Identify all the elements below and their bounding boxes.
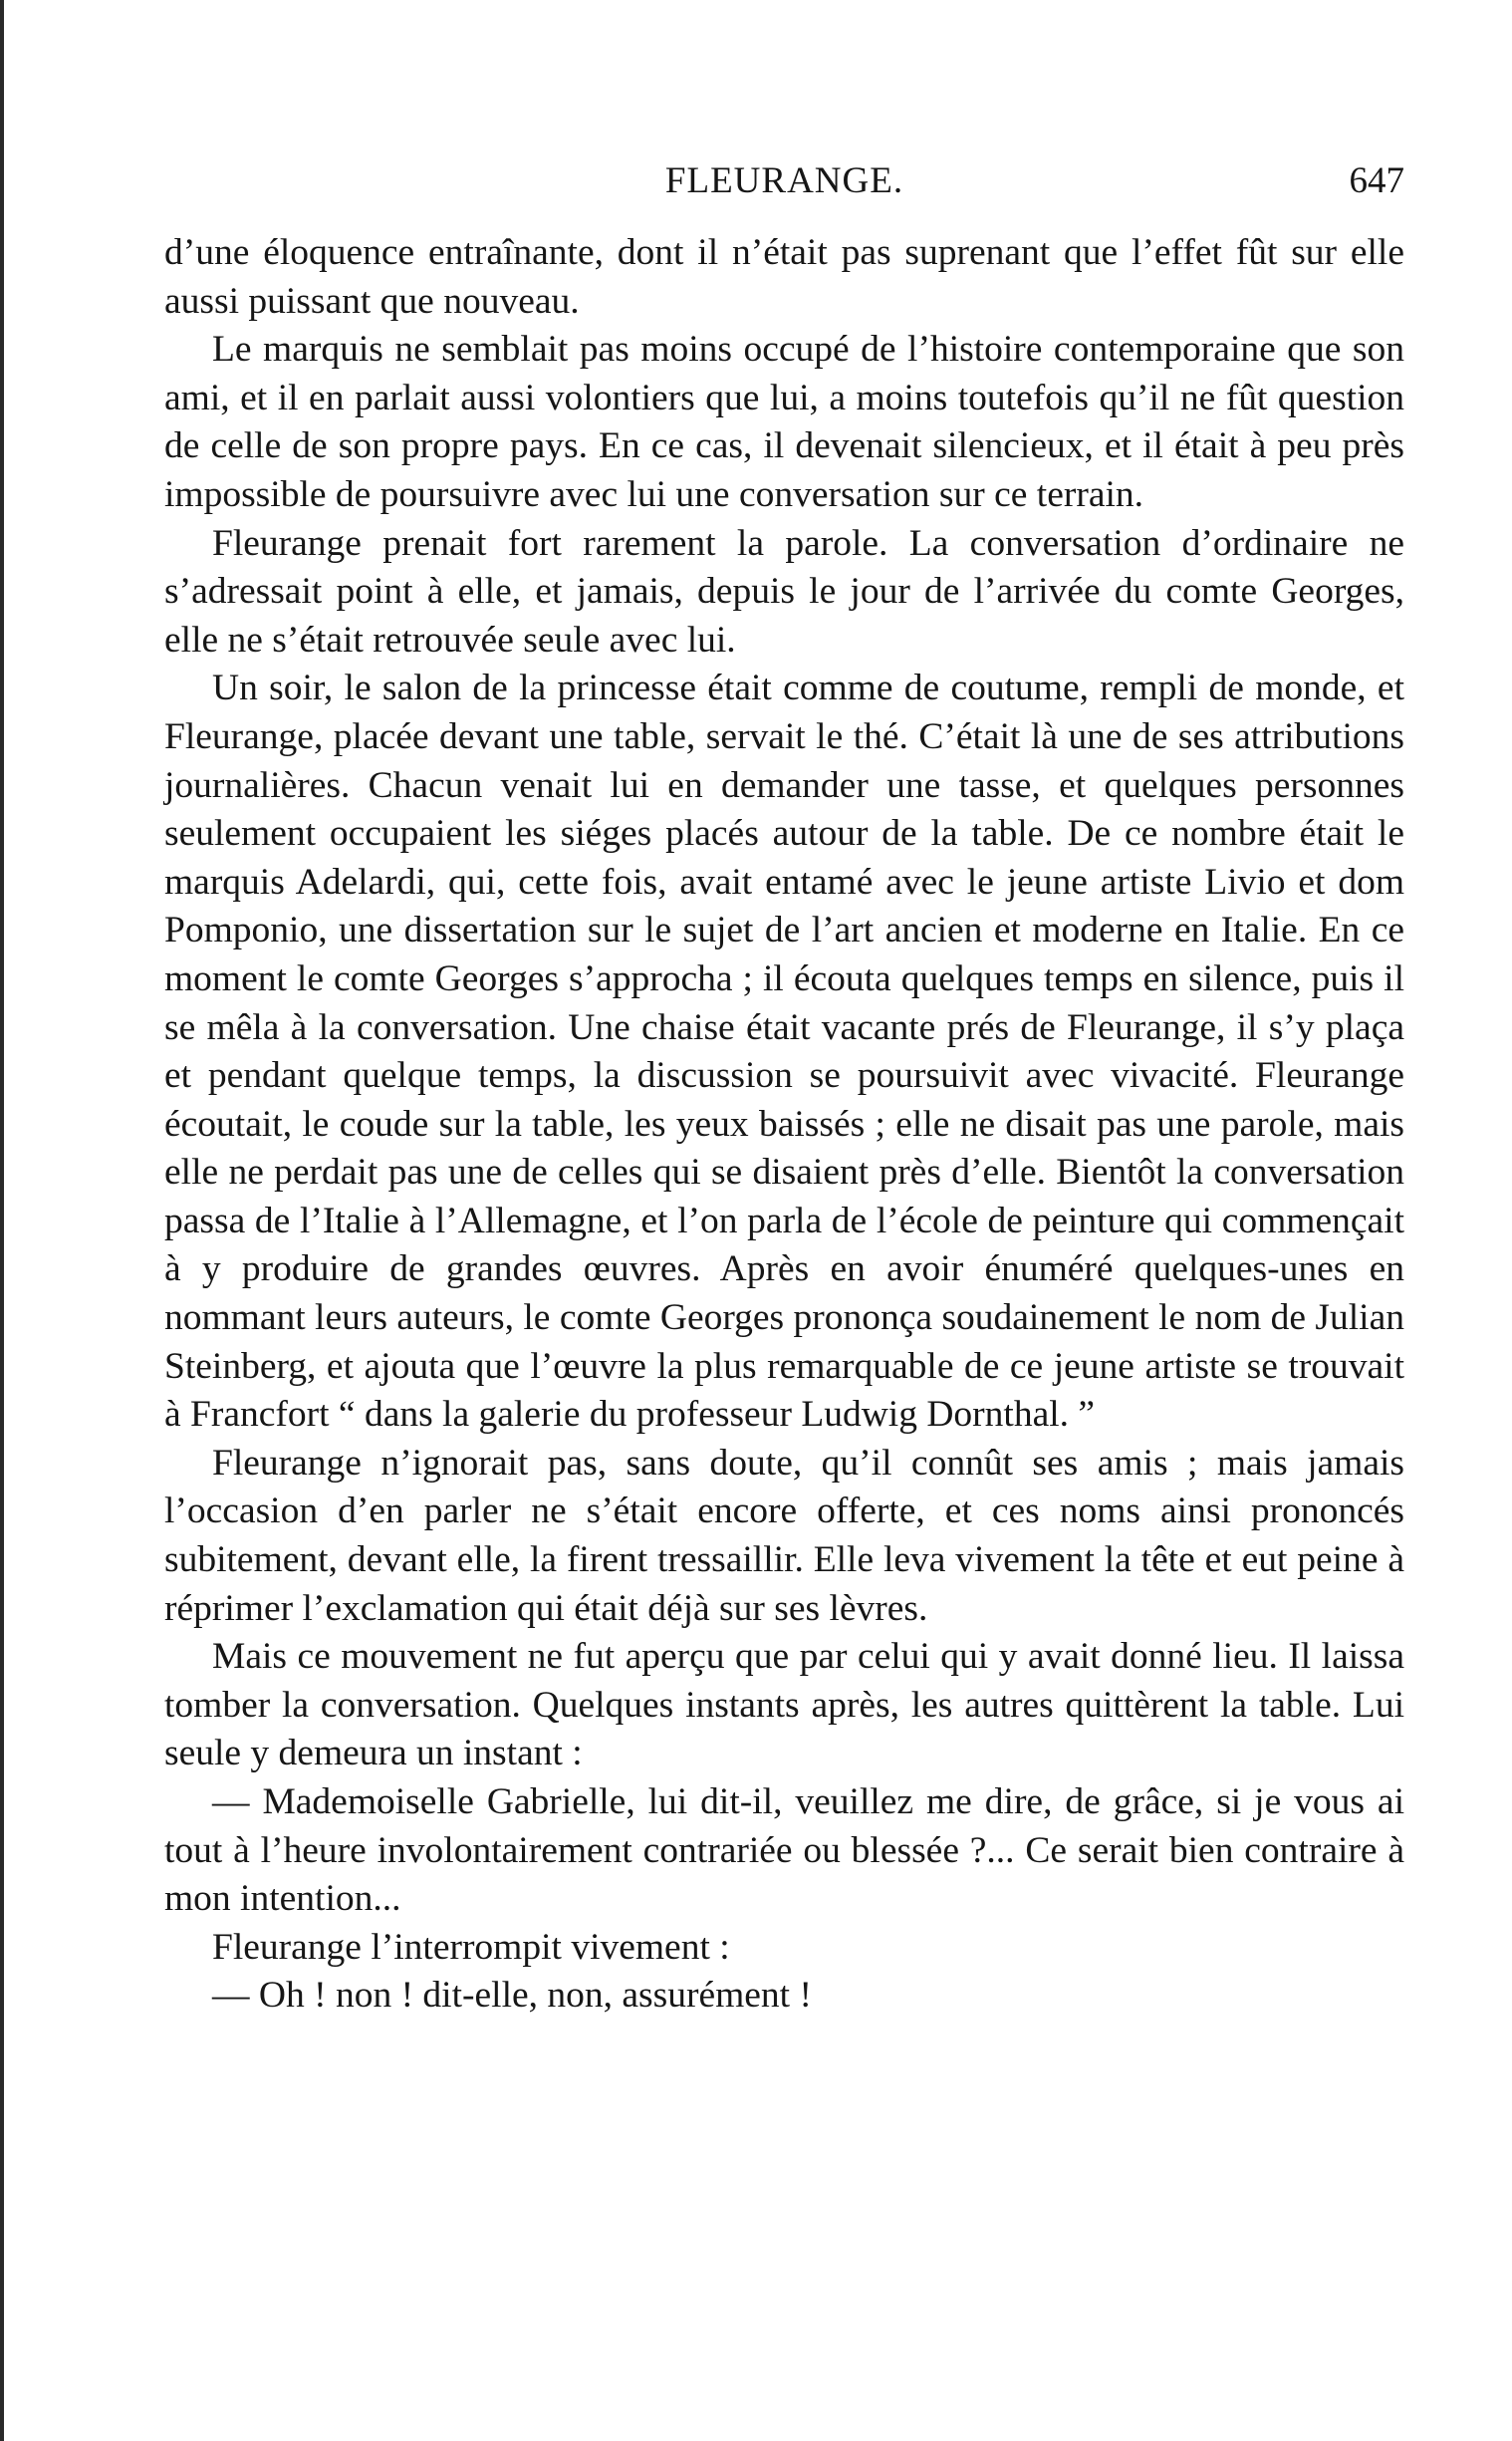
paragraph: Fleurange l’interrompit vivement : (212, 1926, 730, 1968)
dialogue-paragraph: — Mademoiselle Gabrielle, lui dit-il, veuillez me dire, de grâce, si je vous ai tout à l’heure involontairement contrariée ou blessée ?... Ce serait bien contraire à mon intention... (164, 1781, 1404, 1920)
paragraph: Fleurange n’ignorait pas, sans doute, qu’il connût ses amis ; mais jamais l’occasion d’en parler ne s’était encore offerte, et ces noms ainsi prononcés subitement, devant elle, la firent tressaillir. Elle leva vivement la tête et eut peine à réprimer l’exclamation qui était déjà sur ses lèvres. (164, 1442, 1404, 1629)
paragraph: Un soir, le salon de la princesse était comme de coutume, rempli de monde, et Fleurange, placée devant une table, servait le thé. C’était là une de ses attributions journalières. Chacun venait lui en demander une tasse, et quelques personnes seulement occupaient les siéges placés autour de la table. De ce nombre était le marquis Adelardi, qui, cette fois, avait entamé avec le jeune artiste Livio et dom Pomponio, une dissertation sur le sujet de l’art ancien et moderne en Italie. En ce moment le comte Georges s’approcha ; il écouta quelques temps en silence, puis il se mêla à la conversation. Une chaise était vacante prés de Fleurange, il s’y plaça et pendant quelque temps, la discussion se poursuivit avec vivacité. Fleurange écoutait, le coude sur la table, les yeux baissés ; elle ne disait pas une parole, mais elle ne perdait pas une de celles qui se disaient près d’elle. Bientôt la conversation passa de l’Italie à l’Allemagne, et l’on parla de l’école de peinture qui commençait à y produire de grandes œuvres. Après en avoir énuméré quelques-unes en nommant leurs auteurs, le comte Georges prononça soudainement le nom de Julian Steinberg, et ajouta que l’œuvre la plus remarquable de ce jeune artiste se trouvait à Francfort “ dans la galerie du professeur Ludwig Dornthal. ” (164, 668, 1404, 1436)
page-header (164, 157, 1404, 205)
binding-edge (0, 0, 4, 2441)
paragraph: Mais ce mouvement ne fut aperçu que par celui qui y avait donné lieu. Il laissa tomber la conversation. Quelques instants après, les autres quittèrent la table. Lui seule y demeura un instant : (164, 1636, 1404, 1774)
paragraph: Fleurange prenait fort rarement la parole. La conversation d’ordinaire ne s’adressait point à elle, et jamais, depuis le jour de l’arrivée du comte Georges, elle ne s’était retrouvée seule avec lui. (164, 522, 1404, 661)
running-title: FLEURANGE. (664, 160, 904, 201)
dialogue-paragraph: — Oh ! non ! dit-elle, non, assurément ! (212, 1975, 812, 2017)
page-number: 647 (1349, 160, 1404, 201)
body-text (164, 229, 1404, 2021)
paragraph: Le marquis ne semblait pas moins occupé de l’histoire contemporaine que son ami, et il en parlait aussi volontiers que lui, a moins toutefois qu’il ne fût question de celle de son propre pays. En ce cas, il devenait silencieux, et il était à peu près impossible de poursuivre avec lui une conversation sur ce terrain. (164, 329, 1404, 515)
paragraph: d’une éloquence entraînante, dont il n’était pas suprenant que l’effet fût sur elle aussi puissant que nouveau. (164, 232, 1404, 322)
